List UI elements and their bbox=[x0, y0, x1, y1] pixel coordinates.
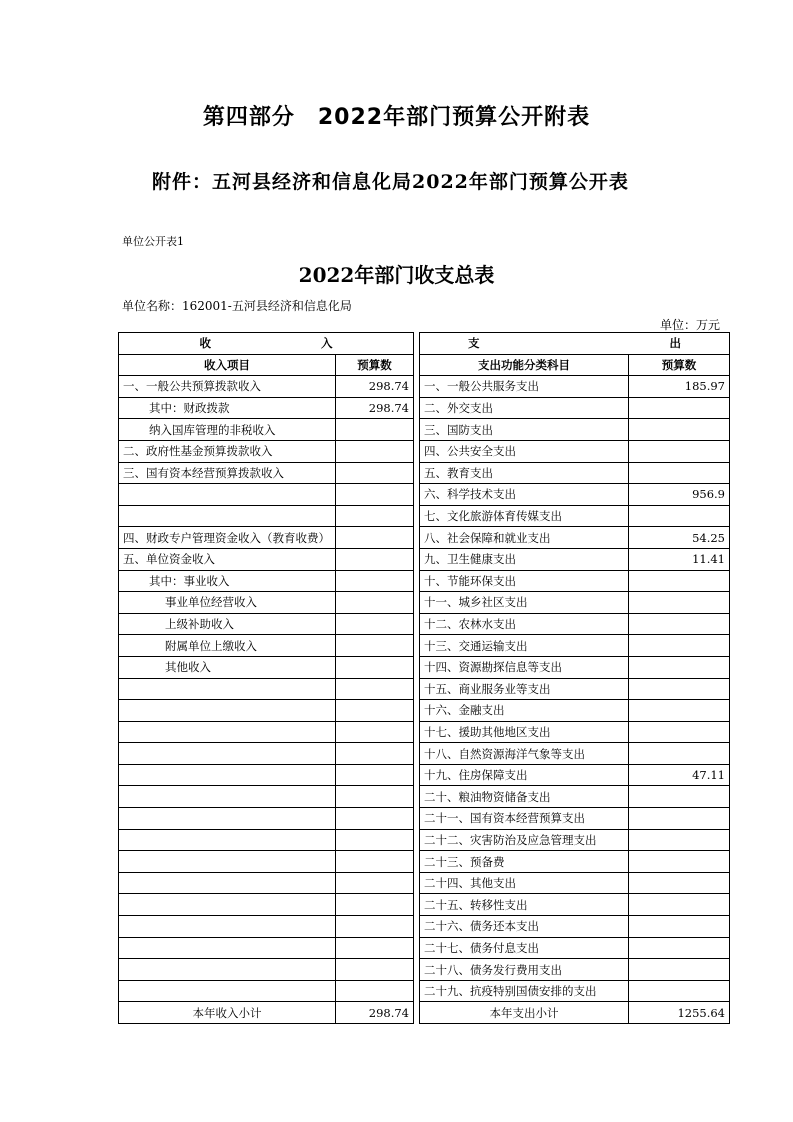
expense-amount-cell bbox=[629, 916, 730, 938]
table-row bbox=[119, 743, 730, 765]
expense-group-char-b: 出 bbox=[669, 336, 681, 351]
income-amount-cell bbox=[336, 527, 414, 549]
income-amount-cell bbox=[336, 721, 414, 743]
expense-amount-cell bbox=[629, 656, 730, 678]
table-row bbox=[119, 376, 730, 398]
table-row bbox=[119, 440, 730, 462]
income-amount-cell bbox=[336, 916, 414, 938]
expense-amount-cell: 11.41 bbox=[629, 548, 730, 570]
expense-amount-cell bbox=[629, 397, 730, 419]
income-item-cell bbox=[119, 700, 336, 722]
expense-amount-cell bbox=[629, 829, 730, 851]
table-title: 2022年部门收支总表 bbox=[298, 263, 495, 287]
income-amount-cell bbox=[336, 419, 414, 441]
income-item-cell: 其他收入 bbox=[119, 656, 336, 678]
expense-amount-cell bbox=[629, 505, 730, 527]
income-amount-cell: 298.74 bbox=[336, 397, 414, 419]
income-item-cell bbox=[119, 937, 336, 959]
income-item-cell bbox=[119, 786, 336, 808]
expense-amount-cell bbox=[629, 440, 730, 462]
expense-item-cell: 二十、粮油物资储备支出 bbox=[420, 786, 629, 808]
income-item-cell bbox=[119, 721, 336, 743]
budget-summary-table bbox=[118, 332, 730, 1024]
income-amount-cell bbox=[336, 635, 414, 657]
budget-table-body bbox=[119, 376, 730, 1002]
attachment-subtitle: 附件：五河县经济和信息化局2022年部门预算公开表 bbox=[152, 171, 629, 193]
income-item-cell bbox=[119, 743, 336, 765]
expense-item-cell: 六、科学技术支出 bbox=[420, 484, 629, 506]
expense-item-cell: 十七、援助其他地区支出 bbox=[420, 721, 629, 743]
income-item-cell: 其中：事业收入 bbox=[119, 570, 336, 592]
expense-amount-cell bbox=[629, 613, 730, 635]
expense-item-cell: 十八、自然资源海洋气象等支出 bbox=[420, 743, 629, 765]
table-row bbox=[119, 419, 730, 441]
expense-item-cell: 二十三、预备费 bbox=[420, 851, 629, 873]
expense-item-cell: 十、节能环保支出 bbox=[420, 570, 629, 592]
income-amount-cell bbox=[336, 592, 414, 614]
expense-total-label: 本年支出小计 bbox=[420, 1002, 629, 1024]
column-header-row bbox=[119, 354, 730, 376]
income-amount-cell bbox=[336, 656, 414, 678]
table-row bbox=[119, 829, 730, 851]
expense-item-cell: 二十九、抗疫特别国债安排的支出 bbox=[420, 980, 629, 1002]
income-total-label: 本年收入小计 bbox=[119, 1002, 336, 1024]
table-row bbox=[119, 721, 730, 743]
income-amount-cell bbox=[336, 548, 414, 570]
table-row bbox=[119, 462, 730, 484]
expense-group-char-a: 支 bbox=[468, 336, 480, 351]
income-item-cell bbox=[119, 894, 336, 916]
table-row bbox=[119, 786, 730, 808]
income-amount-cell bbox=[336, 678, 414, 700]
table-row bbox=[119, 570, 730, 592]
expense-amount-cell bbox=[629, 851, 730, 873]
expense-item-cell: 二十七、债务付息支出 bbox=[420, 937, 629, 959]
table-row bbox=[119, 527, 730, 549]
income-item-cell bbox=[119, 980, 336, 1002]
expense-item-cell: 二十一、国有资本经营预算支出 bbox=[420, 808, 629, 830]
expense-amount-cell bbox=[629, 570, 730, 592]
expense-amount-cell bbox=[629, 700, 730, 722]
income-item-cell bbox=[119, 851, 336, 873]
expense-amount-cell bbox=[629, 894, 730, 916]
income-item-cell: 二、政府性基金预算拨款收入 bbox=[119, 440, 336, 462]
income-amount-cell bbox=[336, 980, 414, 1002]
table-row bbox=[119, 894, 730, 916]
expense-amount-cell: 54.25 bbox=[629, 527, 730, 549]
table-row bbox=[119, 484, 730, 506]
income-item-cell bbox=[119, 829, 336, 851]
income-item-cell: 一、一般公共预算拨款收入 bbox=[119, 376, 336, 398]
expense-item-cell: 十五、商业服务业等支出 bbox=[420, 678, 629, 700]
income-item-cell bbox=[119, 678, 336, 700]
income-amount-cell bbox=[336, 872, 414, 894]
income-total-amount: 298.74 bbox=[336, 1002, 414, 1024]
table-row bbox=[119, 635, 730, 657]
income-amount-cell bbox=[336, 937, 414, 959]
expense-item-cell: 二十四、其他支出 bbox=[420, 872, 629, 894]
expense-item-cell: 三、国防支出 bbox=[420, 419, 629, 441]
income-amount-cell bbox=[336, 829, 414, 851]
expense-amount-cell bbox=[629, 678, 730, 700]
income-item-cell: 其中：财政拨款 bbox=[119, 397, 336, 419]
table-row bbox=[119, 548, 730, 570]
income-item-cell bbox=[119, 916, 336, 938]
table-row bbox=[119, 764, 730, 786]
income-amount-cell bbox=[336, 743, 414, 765]
table-row bbox=[119, 505, 730, 527]
expense-amount-cell bbox=[629, 872, 730, 894]
expense-item-cell: 二十五、转移性支出 bbox=[420, 894, 629, 916]
income-amount-cell bbox=[336, 894, 414, 916]
expense-item-cell: 二十八、债务发行费用支出 bbox=[420, 959, 629, 981]
income-item-cell: 附属单位上缴收入 bbox=[119, 635, 336, 657]
table-row bbox=[119, 592, 730, 614]
unit-name: 单位名称：162001-五河县经济和信息化局 bbox=[122, 299, 352, 313]
expense-group-header bbox=[420, 333, 730, 355]
expense-item-cell: 一、一般公共服务支出 bbox=[420, 376, 629, 398]
income-amount-cell bbox=[336, 440, 414, 462]
expense-amount-cell bbox=[629, 980, 730, 1002]
income-item-cell bbox=[119, 764, 336, 786]
table-row bbox=[119, 613, 730, 635]
table-number: 单位公开表1 bbox=[122, 235, 184, 248]
page-title: 第四部分 2022年部门预算公开附表 bbox=[202, 105, 591, 130]
expense-amount-cell bbox=[629, 721, 730, 743]
income-item-cell bbox=[119, 505, 336, 527]
expense-amount-cell bbox=[629, 419, 730, 441]
income-item-cell: 事业单位经营收入 bbox=[119, 592, 336, 614]
expense-amount-cell: 47.11 bbox=[629, 764, 730, 786]
expense-amount-cell bbox=[629, 786, 730, 808]
income-item-cell bbox=[119, 808, 336, 830]
income-group-char-a: 收 bbox=[199, 336, 211, 351]
table-row bbox=[119, 959, 730, 981]
income-amount-cell bbox=[336, 764, 414, 786]
income-amount-cell bbox=[336, 462, 414, 484]
table-row bbox=[119, 700, 730, 722]
table-row bbox=[119, 808, 730, 830]
table-row bbox=[119, 851, 730, 873]
expense-item-header: 支出功能分类科目 bbox=[420, 354, 629, 376]
expense-amount-cell: 956.9 bbox=[629, 484, 730, 506]
table-row bbox=[119, 980, 730, 1002]
income-amount-cell bbox=[336, 570, 414, 592]
income-amount-cell bbox=[336, 484, 414, 506]
income-item-cell: 纳入国库管理的非税收入 bbox=[119, 419, 336, 441]
currency-unit: 单位：万元 bbox=[659, 318, 720, 332]
expense-amount-cell bbox=[629, 808, 730, 830]
income-item-cell bbox=[119, 484, 336, 506]
table-row bbox=[119, 397, 730, 419]
income-amount-cell bbox=[336, 808, 414, 830]
expense-amount-cell bbox=[629, 462, 730, 484]
total-row bbox=[119, 1002, 730, 1024]
income-amount-cell bbox=[336, 700, 414, 722]
expense-amount-cell bbox=[629, 959, 730, 981]
expense-item-cell: 十二、农林水支出 bbox=[420, 613, 629, 635]
income-group-header bbox=[119, 333, 414, 355]
expense-item-cell: 二十二、灾害防治及应急管理支出 bbox=[420, 829, 629, 851]
expense-total-amount: 1255.64 bbox=[629, 1002, 730, 1024]
income-item-header: 收入项目 bbox=[119, 354, 336, 376]
income-item-cell bbox=[119, 872, 336, 894]
expense-item-cell: 七、文化旅游体育传媒支出 bbox=[420, 505, 629, 527]
expense-amount-cell bbox=[629, 635, 730, 657]
income-amount-header: 预算数 bbox=[336, 354, 414, 376]
expense-item-cell: 五、教育支出 bbox=[420, 462, 629, 484]
expense-amount-cell: 185.97 bbox=[629, 376, 730, 398]
table-row bbox=[119, 678, 730, 700]
income-item-cell: 五、单位资金收入 bbox=[119, 548, 336, 570]
table-row bbox=[119, 656, 730, 678]
income-amount-cell bbox=[336, 505, 414, 527]
income-group-char-b: 入 bbox=[321, 336, 333, 351]
expense-item-cell: 四、公共安全支出 bbox=[420, 440, 629, 462]
table-row bbox=[119, 872, 730, 894]
expense-item-cell: 二、外交支出 bbox=[420, 397, 629, 419]
expense-item-cell: 十九、住房保障支出 bbox=[420, 764, 629, 786]
income-amount-cell bbox=[336, 613, 414, 635]
table-row bbox=[119, 916, 730, 938]
group-header-row bbox=[119, 333, 730, 355]
expense-item-cell: 九、卫生健康支出 bbox=[420, 548, 629, 570]
income-amount-cell bbox=[336, 786, 414, 808]
expense-amount-cell bbox=[629, 592, 730, 614]
income-item-cell bbox=[119, 959, 336, 981]
expense-item-cell: 二十六、债务还本支出 bbox=[420, 916, 629, 938]
expense-item-cell: 十一、城乡社区支出 bbox=[420, 592, 629, 614]
expense-item-cell: 十三、交通运输支出 bbox=[420, 635, 629, 657]
expense-amount-cell bbox=[629, 743, 730, 765]
expense-item-cell: 十六、金融支出 bbox=[420, 700, 629, 722]
income-amount-cell bbox=[336, 851, 414, 873]
income-item-cell: 三、国有资本经营预算拨款收入 bbox=[119, 462, 336, 484]
expense-amount-cell bbox=[629, 937, 730, 959]
table-row bbox=[119, 937, 730, 959]
expense-item-cell: 八、社会保障和就业支出 bbox=[420, 527, 629, 549]
income-amount-cell bbox=[336, 959, 414, 981]
expense-amount-header: 预算数 bbox=[629, 354, 730, 376]
expense-item-cell: 十四、资源勘探信息等支出 bbox=[420, 656, 629, 678]
income-item-cell: 四、财政专户管理资金收入（教育收费） bbox=[119, 527, 336, 549]
income-amount-cell: 298.74 bbox=[336, 376, 414, 398]
income-item-cell: 上级补助收入 bbox=[119, 613, 336, 635]
